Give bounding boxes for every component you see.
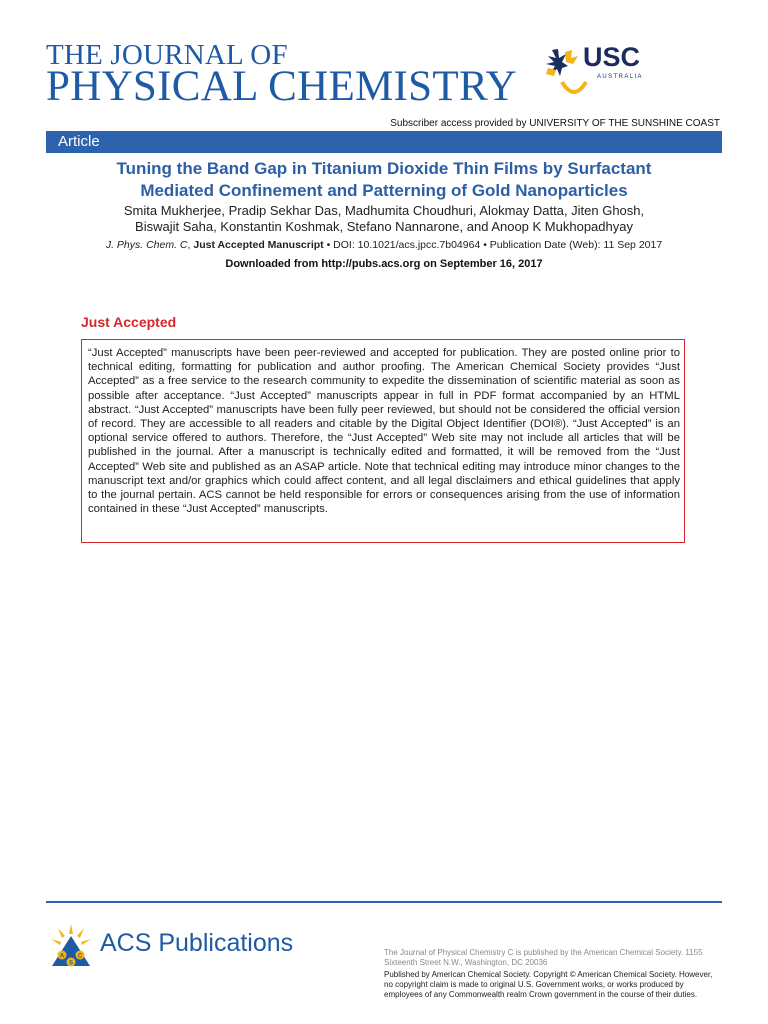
emblem-letter-s: S xyxy=(68,960,74,967)
journal-masthead-line1: THE JOURNAL OF xyxy=(46,39,288,71)
emblem-letter-c: C xyxy=(77,953,83,960)
section-bar xyxy=(46,131,722,153)
emblem-letter-a: A xyxy=(59,953,65,960)
author-list xyxy=(46,203,722,235)
acs-publications-logo-text: ACS Publications xyxy=(100,929,294,957)
acs-emblem-icon xyxy=(48,922,94,968)
usc-logo-subtitle: AUSTRALIA xyxy=(597,74,643,80)
just-accepted-heading: Just Accepted xyxy=(81,314,177,330)
just-accepted-notice-text: “Just Accepted” manuscripts have been peer-reviewed and accepted for publication. They are posted online prior to technical editing, formatting for publication and author proofing. The American Chemical Society provides “Just Accepted” as a free service to the research community to expedite the dissemination of scientific material as soon as possible after acceptance. “Just Accepted” manuscripts appear in full in PDF format accompanied by an HTML abstract. “Just Accepted” manuscripts have been fully peer reviewed, but should not be considered the official version of record. They are accessible to all readers and citable by the Digital Object Identifier (DOI®). “Just Accepted” is an optional service offered to authors. Therefore, the “Just Accepted” Web site may not include all articles that will be published in the journal. After a manuscript is technically edited and formatted, it will be removed from the “Just Accepted” Web site and published as an ASAP article. Note that technical editing may introduce minor changes to the manuscript text and/or graphics which could affect content, and all legal disclaimers and ethical guidelines that apply to the journal pertain. ACS cannot be held responsible for errors or consequences arising from the use of information contained in these “Just Accepted” manuscripts. xyxy=(88,347,680,516)
manuscript-status: Just Accepted Manuscript xyxy=(193,239,324,251)
citation-line xyxy=(46,239,722,252)
usc-logo-text: USC xyxy=(583,42,641,72)
doi-and-date: • DOI: 10.1021/acs.jpcc.7b04964 • Publication Date (Web): 11 Sep 2017 xyxy=(323,239,663,251)
subscriber-access-note: Subscriber access provided by UNIVERSITY OF THE SUNSHINE COAST xyxy=(390,118,720,129)
section-label: Article xyxy=(58,133,100,150)
journal-masthead-line2: PHYSICAL CHEMISTRY xyxy=(46,63,517,110)
download-note: Downloaded from http://pubs.acs.org on September 16, 2017 xyxy=(225,258,543,270)
author-line: Biswajit Saha, Konstantin Koshmak, Stefano Nannarone, and Anoop K Mukhopadhyay xyxy=(135,219,633,234)
article-title xyxy=(46,158,722,202)
article-title-line: Mediated Confinement and Patterning of Gold Nanoparticles xyxy=(140,181,628,200)
footer-divider xyxy=(46,901,722,903)
author-line: Smita Mukherjee, Pradip Sekhar Das, Madhumita Choudhuri, Alokmay Datta, Jiten Ghosh, xyxy=(123,203,645,218)
journal-abbreviation: J. Phys. Chem. C xyxy=(105,239,188,251)
publisher-address-note: The Journal of Physical Chemistry C is published by the American Chemical Society. 1155 Sixteenth Street N.W., Washington, DC 20036 xyxy=(384,948,703,967)
citation-separator: , xyxy=(187,239,194,251)
just-accepted-notice-box xyxy=(81,339,685,543)
copyright-note: Published by American Chemical Society. Copyright © American Chemical Society. However, no copyright claim is made to original U.S. Government works, or works produced by employees of any Commonwealth realm Crown government in the course of their duties. xyxy=(384,970,713,999)
article-title-line: Tuning the Band Gap in Titanium Dioxide Thin Films by Surfactant xyxy=(116,159,652,178)
